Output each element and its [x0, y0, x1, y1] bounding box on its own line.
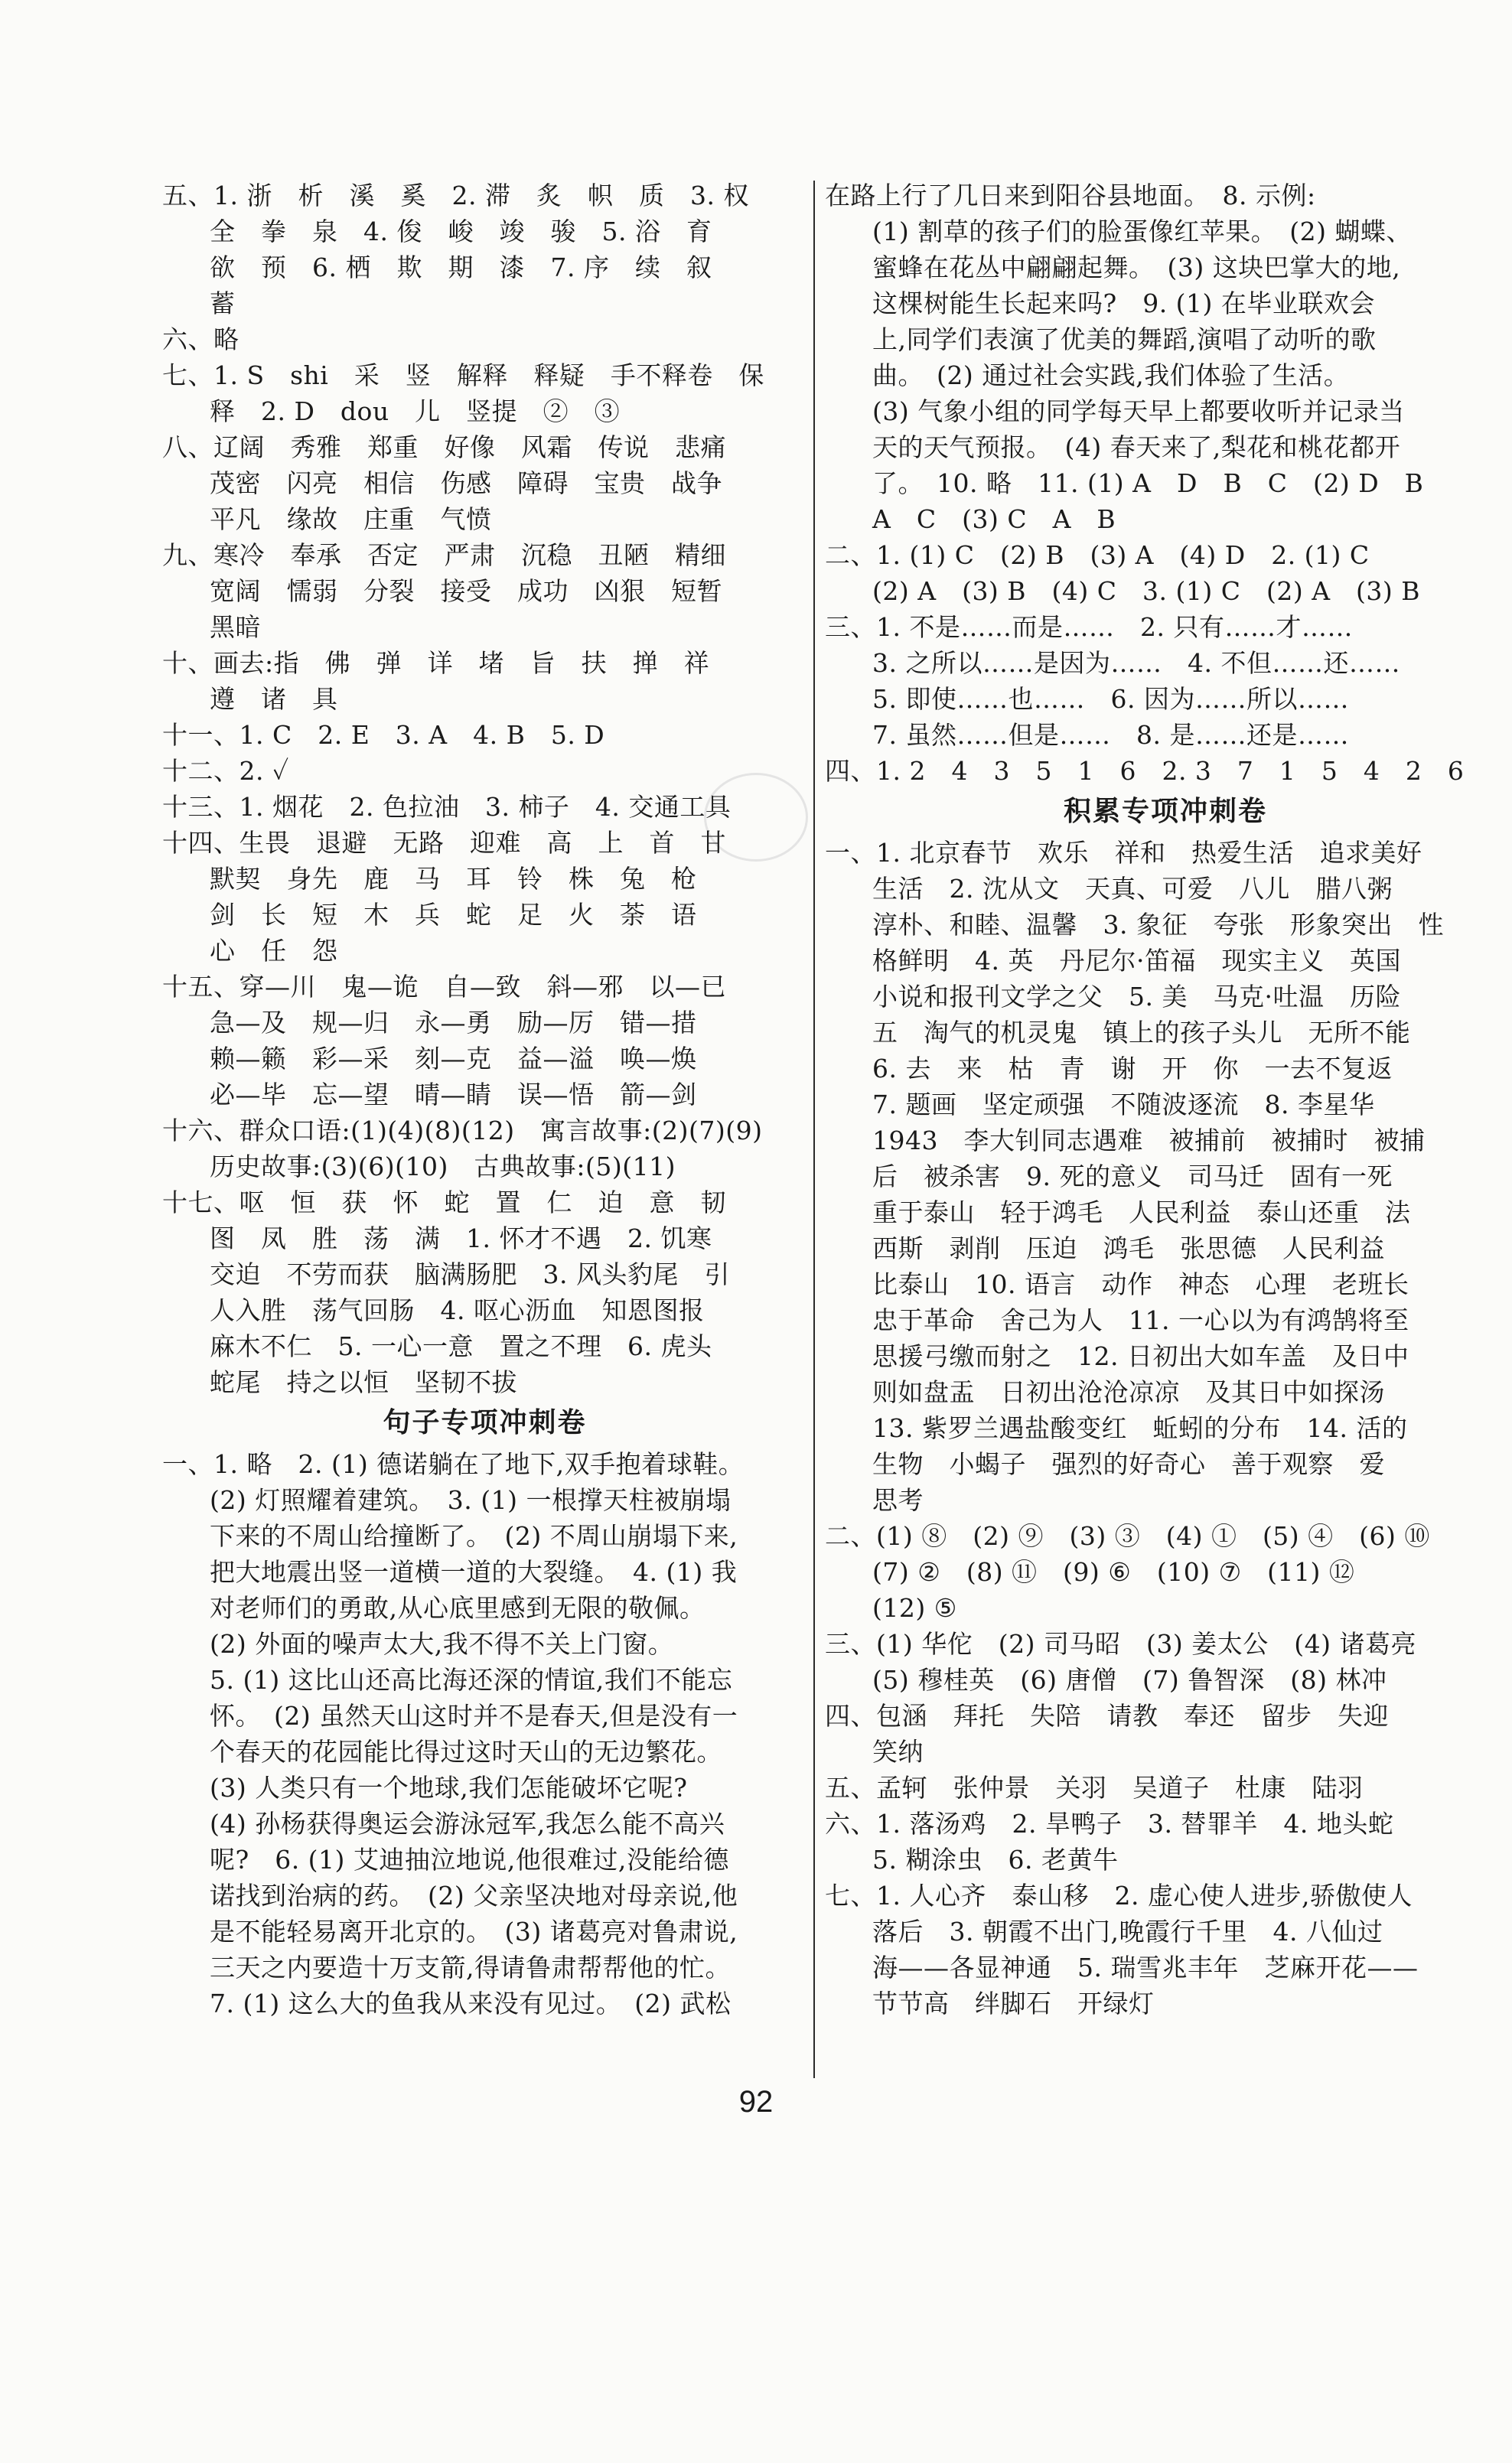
answer-line: 6. 去 来 枯 青 谢 开 你 一去不复返 [872, 1054, 1393, 1083]
answer-line: 十五、穿—川 鬼—诡 自—致 斜—邪 以—已 [162, 972, 726, 1002]
answer-line: 淳朴、和睦、温馨 3. 象征 夸张 形象突出 性 [872, 910, 1444, 940]
answer-line: 遵 诸 具 [210, 684, 338, 714]
answer-line: 十一、1. C 2. E 3. A 4. B 5. D [162, 720, 605, 750]
answer-line: 思援弓缴而射之 12. 日初出大如车盖 及日中 [872, 1341, 1409, 1371]
answer-line: 生物 小蝎子 强烈的好奇心 善于观察 爱 [872, 1449, 1385, 1479]
answer-line: 呢? 6. (1) 艾迪抽泣地说,他很难过,没能给德 [210, 1845, 729, 1875]
answer-entry [162, 645, 807, 717]
answer-line: 曲。 (2) 通过社会实践,我们体验了生活。 [872, 360, 1350, 390]
answer-line: 生活 2. 沈从文 天真、可爱 八儿 腊八粥 [872, 874, 1393, 904]
answer-line: 心 任 怨 [210, 936, 338, 966]
answer-line: (12) ⑤ [872, 1593, 957, 1623]
answer-line: 后 被杀害 9. 死的意义 司马迁 固有一死 [872, 1161, 1393, 1191]
answer-line: 宽阔 懦弱 分裂 接受 成功 凶狠 短暂 [210, 576, 722, 606]
answer-line: 1943 李大钊同志遇难 被捕前 被捕时 被捕 [872, 1126, 1426, 1155]
answer-line: 天的天气预报。 (4) 春天来了,梨花和桃花都开 [872, 432, 1401, 462]
answer-line: 把大地震出竖一道横一道的大裂缝。 4. (1) 我 [210, 1557, 738, 1587]
answer-line: 蛇尾 持之以恒 坚韧不拔 [210, 1367, 517, 1397]
answer-line: (2) A (3) B (4) C 3. (1) C (2) A (3) B [872, 576, 1421, 606]
answer-line: 四、包涵 拜托 失陪 请教 奉还 留步 失迎 [825, 1701, 1389, 1731]
answer-line: 图 凤 胜 荡 满 1. 怀才不遇 2. 饥寒 [210, 1223, 712, 1253]
answer-entry [825, 1878, 1506, 2022]
answer-line: 八、辽阔 秀雅 郑重 好像 风霜 传说 悲痛 [162, 432, 726, 462]
answer-line: 对老师们的勇敢,从心底里感到无限的敬佩。 [210, 1593, 705, 1623]
answer-line: 了。 10. 略 11. (1) A D B C (2) D B [872, 468, 1424, 498]
answer-line: 7. (1) 这么大的鱼我从来没有见过。 (2) 武松 [210, 1989, 732, 2018]
answer-line: 思考 [872, 1485, 924, 1515]
answer-entry [825, 178, 1506, 537]
right-column [825, 178, 1506, 2022]
answer-line: (2) 外面的噪声太大,我不得不关上门窗。 [210, 1629, 674, 1659]
answer-line: 五、孟轲 张仲景 关羽 吴道子 杜康 陆羽 [825, 1773, 1364, 1803]
answer-line: 三、1. 不是……而是…… 2. 只有……才…… [825, 612, 1353, 642]
answer-line: 十七、呕 恒 获 怀 蛇 置 仁 迫 意 韧 [162, 1188, 726, 1217]
answer-line: 怀。 (2) 虽然天山这时并不是春天,但是没有一 [210, 1701, 738, 1731]
answer-entry [825, 537, 1506, 609]
answer-line: 交迫 不劳而获 脑满肠肥 3. 风头豹尾 引 [210, 1259, 730, 1289]
answer-entry [825, 1770, 1506, 1806]
answer-entry [825, 1698, 1506, 1770]
answer-line: 笑纳 [872, 1737, 924, 1767]
answer-entry [825, 1518, 1506, 1626]
answer-line: 13. 紫罗兰遇盐酸变红 蚯蚓的分布 14. 活的 [872, 1413, 1408, 1443]
answer-line: 上,同学们表演了优美的舞蹈,演唱了动听的歌 [872, 324, 1377, 354]
answer-line: 3. 之所以……是因为…… 4. 不但……还…… [872, 648, 1400, 678]
answer-entry [162, 825, 807, 969]
answer-line: 小说和报刊文学之父 5. 美 马克·吐温 历险 [872, 982, 1401, 1012]
answer-line: 蜜蜂在花丛中翩翩起舞。 (3) 这块巴掌大的地, [872, 252, 1401, 282]
answer-line: 六、略 [162, 324, 240, 354]
section-title-sentences: 句子专项冲刺卷 [383, 1407, 587, 1438]
answer-line: (7) ② (8) ⑪ (9) ⑥ (10) ⑦ (11) ⑫ [872, 1557, 1355, 1587]
page-number: 92 [738, 2085, 774, 2119]
answer-line: 三、(1) 华佗 (2) 司马昭 (3) 姜太公 (4) 诸葛亮 [825, 1629, 1416, 1659]
answer-line: 急—及 规—归 永—勇 励—厉 错—措 [210, 1008, 697, 1038]
answer-line: 格鲜明 4. 英 丹尼尔·笛福 现实主义 英国 [872, 946, 1401, 976]
answer-line: (5) 穆桂英 (6) 唐僧 (7) 鲁智深 (8) 林冲 [872, 1665, 1387, 1695]
answer-entry [825, 609, 1506, 753]
answer-line: 七、1. 人心齐 泰山移 2. 虚心使人进步,骄傲使人 [825, 1881, 1413, 1911]
answer-line: 5. 即使……也…… 6. 因为……所以…… [872, 684, 1349, 714]
answer-line: (2) 灯照耀着建筑。 3. (1) 一根撑天柱被崩塌 [210, 1485, 732, 1515]
answer-entry [162, 1446, 807, 2022]
answer-line: 六、1. 落汤鸡 2. 旱鸭子 3. 替罪羊 4. 地头蛇 [825, 1809, 1394, 1839]
answer-entry [162, 321, 807, 357]
answer-line: 十、画去:指 佛 弹 详 堵 旨 扶 掸 祥 [162, 648, 710, 678]
answer-line: 是不能轻易离开北京的。 (3) 诸葛亮对鲁肃说, [210, 1917, 738, 1947]
answer-line: 诺找到治病的药。 (2) 父亲坚决地对母亲说,他 [210, 1881, 738, 1911]
answer-line: 蓄 [210, 288, 236, 318]
answer-line: 比泰山 10. 语言 动作 神态 心理 老班长 [872, 1269, 1409, 1299]
answer-line: (4) 孙杨获得奥运会游泳冠军,我怎么能不高兴 [210, 1809, 725, 1839]
answer-line: 平凡 缘故 庄重 气愤 [210, 504, 492, 534]
answer-line: 历史故事:(3)(6)(10) 古典故事:(5)(11) [210, 1152, 676, 1181]
section-title-accumulation: 积累专项冲刺卷 [1063, 796, 1267, 827]
answer-line: 茂密 闪亮 相信 伤感 障碍 宝贵 战争 [210, 468, 722, 498]
answer-line: 剑 长 短 木 兵 蛇 足 火 荼 语 [210, 900, 697, 930]
answer-line: 必—毕 忘—望 晴—睛 误—悟 箭—剑 [210, 1080, 697, 1109]
answer-entry [162, 1113, 807, 1184]
answer-line: 5. (1) 这比山还高比海还深的情谊,我们不能忘 [210, 1665, 733, 1695]
answer-line: 人入胜 荡气回肠 4. 呕心沥血 知恩图报 [210, 1295, 705, 1325]
answer-entry [825, 1806, 1506, 1878]
answer-entry [162, 717, 807, 753]
answer-line: 九、寒冷 奉承 否定 严肃 沉稳 丑陋 精细 [162, 540, 726, 570]
answer-line: 西斯 剥削 压迫 鸿毛 张思德 人民利益 [872, 1233, 1385, 1263]
answer-entry [162, 178, 807, 321]
answer-line: 个春天的花园能比得过这时天山的无边繁花。 [210, 1737, 722, 1767]
answer-line: 七、1. S shi 采 竖 解释 释疑 手不释卷 保 [162, 360, 764, 390]
answer-line: 7. 题画 坚定顽强 不随波逐流 8. 李星华 [872, 1090, 1375, 1119]
answer-line: A C (3) C A B [872, 504, 1116, 534]
answer-entry [825, 753, 1506, 789]
answer-entry [162, 537, 807, 645]
answer-line: 二、(1) ⑧ (2) ⑨ (3) ③ (4) ① (5) ④ (6) ⑩ [825, 1521, 1430, 1551]
answer-line: 释 2. D dou 儿 竖提 ② ③ [210, 396, 621, 426]
answer-line: 二、1. (1) C (2) B (3) A (4) D 2. (1) C [825, 540, 1370, 570]
answer-line: 重于泰山 轻于鸿毛 人民利益 泰山还重 法 [872, 1197, 1411, 1227]
answer-line: 默契 身先 鹿 马 耳 铃 株 兔 枪 [210, 864, 697, 894]
accumulation-section-entries [825, 835, 1506, 2022]
answer-entry [162, 789, 807, 825]
left-column [162, 178, 807, 2022]
column-divider [813, 181, 815, 2078]
answer-line: (3) 气象小组的同学每天早上都要收听并记录当 [872, 396, 1405, 426]
answer-entry [162, 753, 807, 789]
answer-line: 十四、生畏 退避 无路 迎难 高 上 首 甘 [162, 828, 726, 858]
left-entries [162, 178, 807, 1400]
right-entries [825, 178, 1506, 789]
answer-line: 落后 3. 朝霞不出门,晚霞行千里 4. 八仙过 [872, 1917, 1383, 1947]
answer-line: 海——各显神通 5. 瑞雪兆丰年 芝麻开花—— [872, 1953, 1419, 1982]
answer-line: 7. 虽然……但是…… 8. 是……还是…… [872, 720, 1349, 750]
answer-line: 麻木不仁 5. 一心一意 置之不理 6. 虎头 [210, 1331, 712, 1361]
answer-line: 五、1. 浙 析 溪 奚 2. 滞 炙 帜 质 3. 权 [162, 181, 749, 210]
answer-line: 三天之内要造十万支箭,得请鲁肃帮帮他的忙。 [210, 1953, 731, 1982]
answer-entry [162, 357, 807, 429]
sentence-section-entries [162, 1446, 807, 2022]
answer-line: 一、1. 略 2. (1) 德诺躺在了地下,双手抱着球鞋。 [162, 1449, 745, 1479]
answer-line: 黑暗 [210, 612, 261, 642]
answer-entry [162, 1184, 807, 1400]
answer-line: 忠于革命 舍己为人 11. 一心以为有鸿鹄将至 [872, 1305, 1409, 1335]
answer-line: 五 淘气的机灵鬼 镇上的孩子头儿 无所不能 [872, 1018, 1411, 1047]
answer-line: 这棵树能生长起来吗? 9. (1) 在毕业联欢会 [872, 288, 1375, 318]
answer-line: 欲 预 6. 栖 欺 期 漆 7. 序 续 叙 [210, 252, 712, 282]
answer-line: 全 拳 泉 4. 俊 峻 竣 骏 5. 浴 育 [210, 217, 712, 246]
answer-line: 赖—籁 彩—采 刻—克 益—溢 唤—焕 [210, 1044, 697, 1073]
answer-line: 一、1. 北京春节 欢乐 祥和 热爱生活 追求美好 [825, 838, 1422, 868]
answer-line: 十三、1. 烟花 2. 色拉油 3. 柿子 4. 交通工具 [162, 792, 732, 822]
answer-line: (1) 割草的孩子们的脸蛋像红苹果。 (2) 蝴蝶、 [872, 217, 1412, 246]
answer-line: 十二、2. ✓ [162, 756, 289, 786]
answer-line: 则如盘盂 日初出沧沧凉凉 及其日中如探汤 [872, 1377, 1385, 1407]
answer-entry [162, 429, 807, 537]
answer-line: (3) 人类只有一个地球,我们怎能破坏它呢? [210, 1773, 688, 1803]
answer-entry [162, 969, 807, 1113]
answer-line: 5. 糊涂虫 6. 老黄牛 [872, 1845, 1119, 1875]
answer-line: 十六、群众口语:(1)(4)(8)(12) 寓言故事:(2)(7)(9) [162, 1116, 763, 1145]
answer-line: 节节高 绊脚石 开绿灯 [872, 1989, 1155, 2018]
answer-entry [825, 835, 1506, 1518]
answer-line: 下来的不周山给撞断了。 (2) 不周山崩塌下来, [210, 1521, 738, 1551]
answer-line: 在路上行了几日来到阳谷县地面。 8. 示例: [825, 181, 1316, 210]
answer-line: 四、1. 2 4 3 5 1 6 2. 3 7 1 5 4 2 6 [825, 756, 1465, 786]
answer-entry [825, 1626, 1506, 1698]
